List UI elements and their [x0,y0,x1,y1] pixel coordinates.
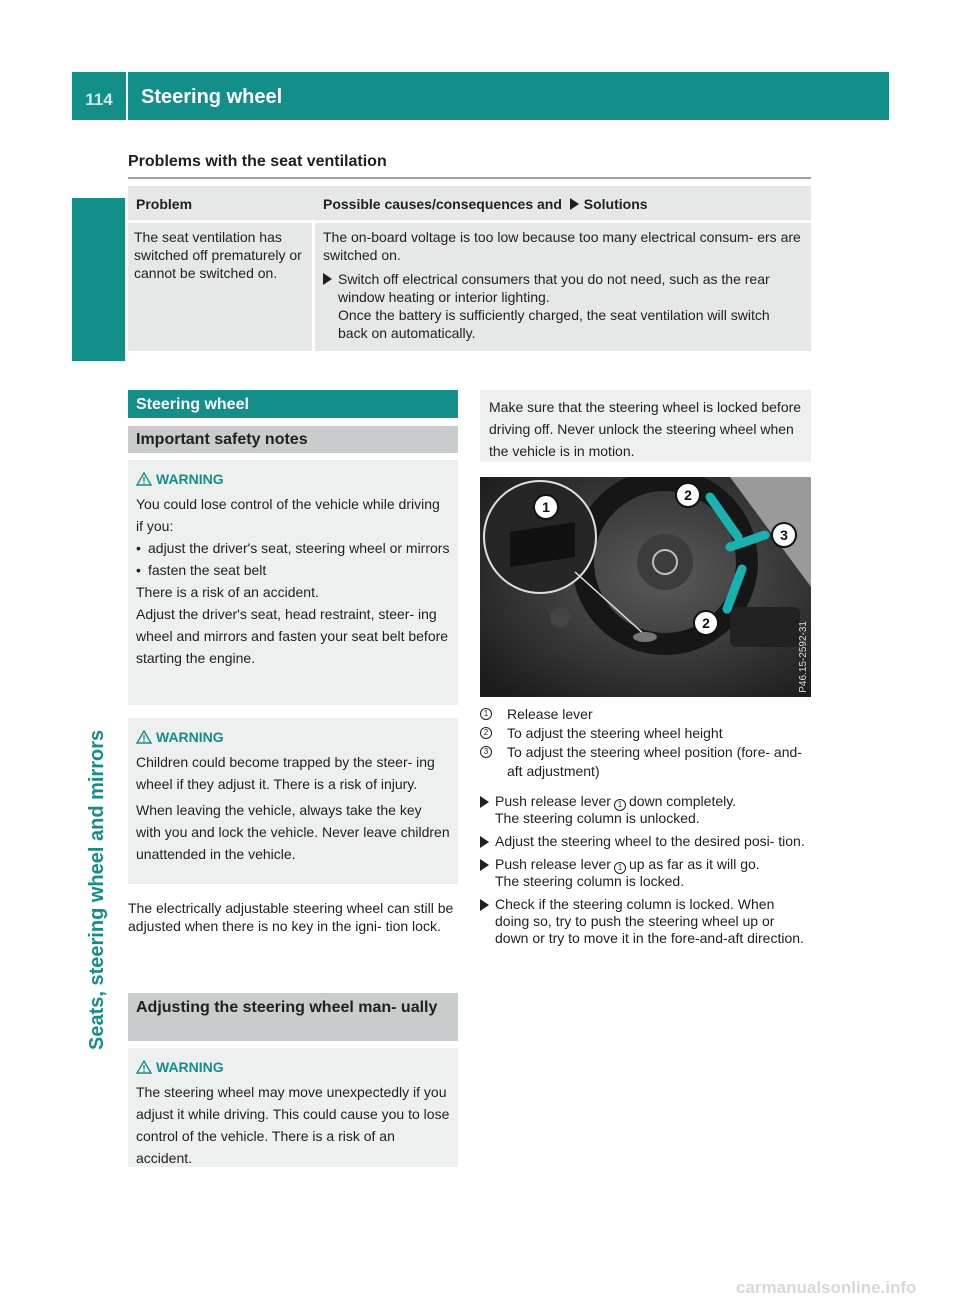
svg-text:2: 2 [684,487,692,503]
info-box: Make sure that the steering wheel is locked before driving off. Never unlock the steering wheel when the vehicle is in motion. [480,390,811,462]
instruction-step [480,793,811,827]
step-ref-number: 1 [614,862,626,874]
table-solution-step [323,270,803,342]
table-header-problem: Problem [136,196,193,212]
step-ref-number: 1 [614,799,626,811]
arrow-right-icon [480,859,489,871]
legend-item [480,743,811,781]
arrow-right-icon [480,796,489,808]
section-rule [128,177,811,179]
warning-bullet: • adjust the driver's seat, steering wheel or mirrors [136,537,450,559]
step-text: up as far as it will go. [628,856,760,872]
table-solution-line2: Once the battery is sufficiently charged, the seat ventilation will switch back on automatically. [338,307,770,341]
legend-text: To adjust the steering wheel position (fore- and-aft adjustment) [507,744,802,779]
table-header-causes-label: Possible causes/consequences and [323,196,562,212]
warning-text: Children could become trapped by the steer- ing wheel if they adjust it. There is a risk of injury. [136,754,435,792]
photo-code: P46.15-2592-31 [798,621,809,693]
legend-number: 2 [480,727,492,739]
page-number: 114 [85,90,113,109]
warning-text: You could lose control of the vehicle while driving if you: [136,496,440,534]
step-result: The steering column is locked. [495,873,685,889]
table-header-solutions [323,196,648,212]
warning-box-2 [128,718,458,884]
warning-text: When leaving the vehicle, always take the key with you and lock the vehicle. Never leave children unattended in the vehicle. [136,802,450,862]
step-text: Check if the steering column is locked. When doing so, try to push the steering wheel up or down or try to move it in the fore-and-aft direction. [495,896,804,946]
legend-item [480,705,811,724]
warning-title: WARNING [156,471,224,487]
warning-title: WARNING [156,1059,224,1075]
arrow-right-icon [323,273,332,285]
legend-number: 3 [480,746,492,758]
table-cell-solution [315,223,811,351]
warning-box-3 [128,1048,458,1167]
step-text: Push release lever [495,856,611,872]
step-text: down completely. [628,793,737,809]
steering-wheel-photo [480,477,811,697]
steering-wheel-heading: Steering wheel [128,390,458,418]
instruction-step [480,856,811,890]
legend-item [480,724,811,743]
svg-text:3: 3 [780,527,788,543]
safety-notes-heading: Important safety notes [128,426,458,453]
table-header [128,186,811,220]
legend-number: 1 [480,708,492,720]
table-solution-line1: Switch off electrical consumers that you do not need, such as the rear window heating or interior lighting. [338,271,770,305]
side-tab-label: Seats, steering wheel and mirrors [86,729,108,1050]
legend-text: Release lever [507,706,593,722]
legend-text: To adjust the steering wheel height [507,725,723,741]
arrow-right-icon [570,198,579,210]
arrow-right-icon [480,836,489,848]
section-heading: Problems with the seat ventilation [128,153,387,170]
warning-triangle-icon [136,730,152,744]
legend-list [480,705,811,781]
step-text: Adjust the steering wheel to the desired posi- tion. [495,833,805,849]
warning-box-1 [128,460,458,705]
table-cause-text: The on-board voltage is too low because too many electrical consum- ers are switched on. [323,229,801,263]
svg-text:2: 2 [702,615,710,631]
header-divider [126,72,128,120]
warning-triangle-icon [136,1060,152,1074]
svg-text:1: 1 [542,499,550,515]
side-tab-marker [72,198,125,361]
arrow-right-icon [480,899,489,911]
warning-text: There is a risk of an accident. [136,584,319,600]
table-header-solutions-label: Solutions [583,196,648,212]
warning-bullet: • fasten the seat belt [136,559,450,581]
warning-triangle-icon [136,472,152,486]
warning-text: Adjust the driver's seat, head restraint, steer- ing wheel and mirrors and fasten your seat belt before starting the engine. [136,606,449,666]
warning-title: WARNING [156,729,224,745]
warning-text: The steering wheel may move unexpectedly if you adjust it while driving. This could cause you to lose control of the vehicle. There is a risk of an accident. [136,1084,450,1166]
table-cell-problem: The seat ventilation has switched off prematurely or cannot be switched on. [128,223,312,351]
steering-wheel-illustration [480,477,811,697]
watermark: carmanualsonline.info [736,1278,917,1297]
step-text: Push release lever [495,793,611,809]
step-result: The steering column is unlocked. [495,810,700,826]
adjust-manually-heading: Adjusting the steering wheel man- ually [128,993,458,1041]
instruction-steps [480,793,811,953]
electric-adjust-note: The electrically adjustable steering wheel can still be adjusted when there is no key in the igni- tion lock. [128,900,454,934]
instruction-step [480,896,811,947]
instruction-step [480,833,811,850]
page-title: Steering wheel [141,86,283,108]
